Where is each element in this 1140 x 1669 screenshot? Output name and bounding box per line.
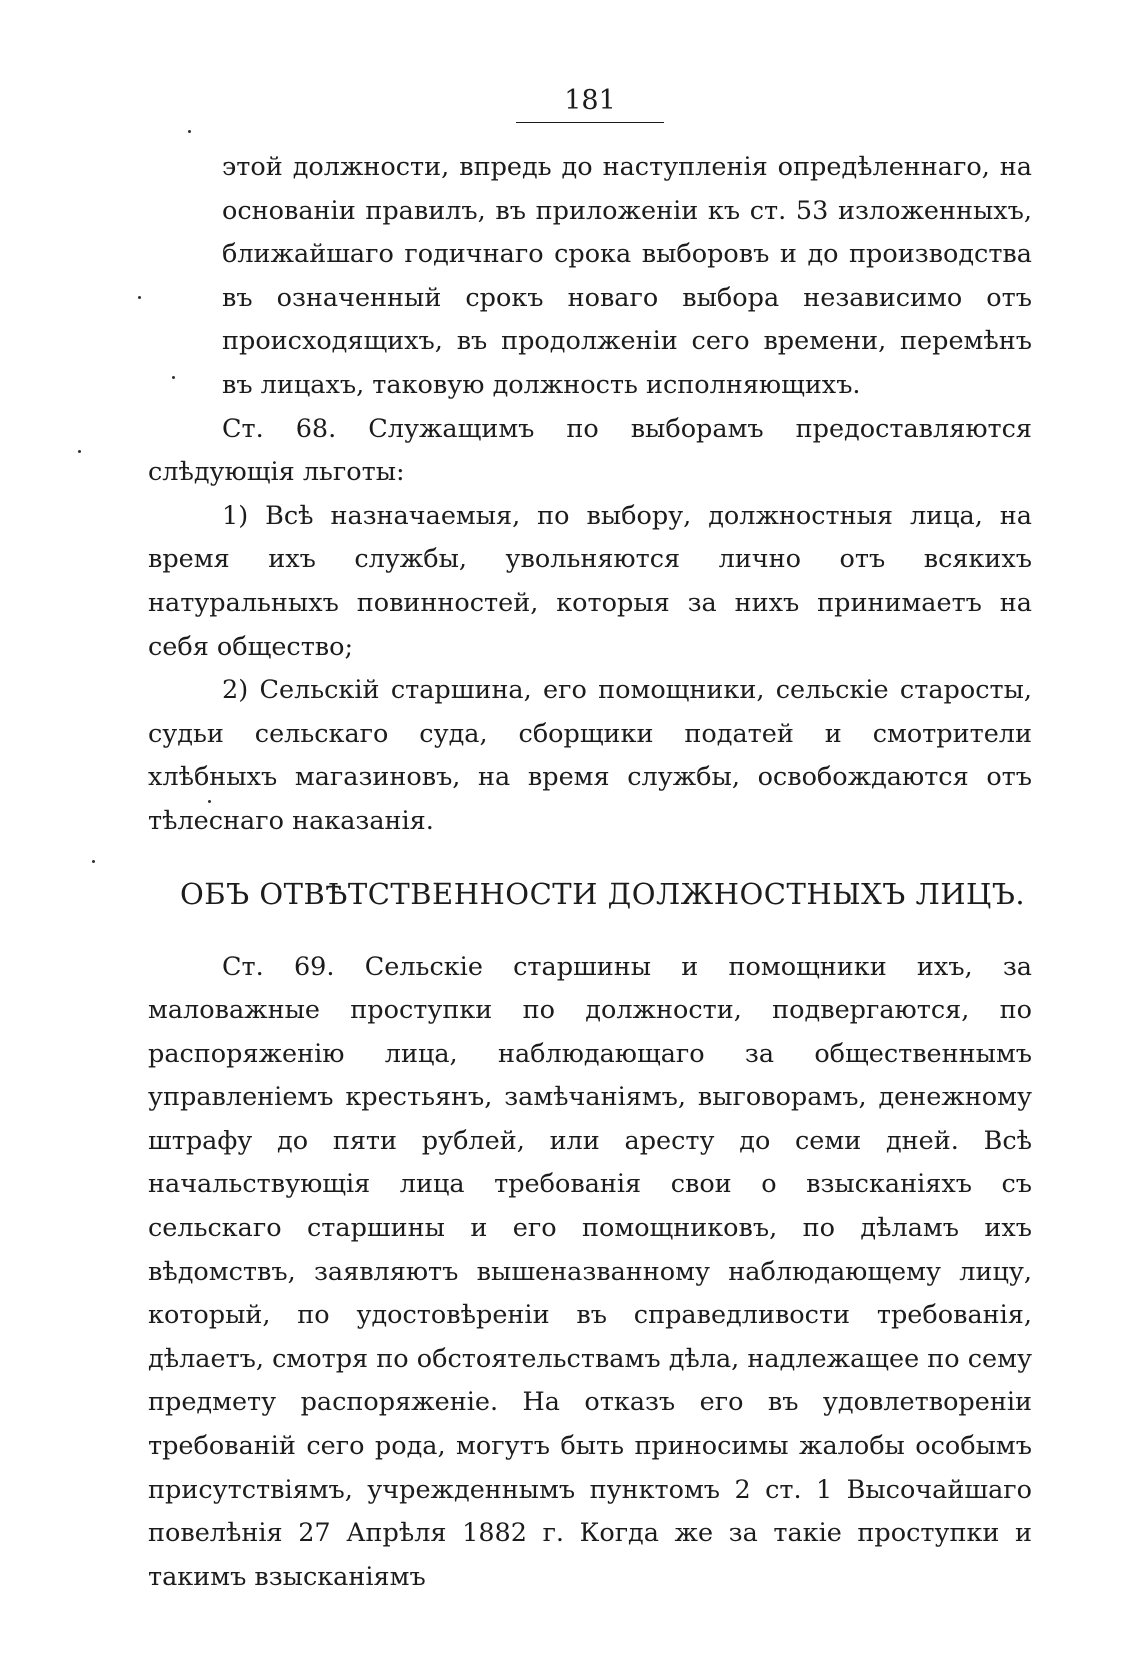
- paragraph-continuation: этой должности, впредь до наступленія опредѣленнаго, на основаніи правилъ, въ приложеніи къ ст. 53 изложенныхъ, ближайшаго годичнаго срока выборовъ и до производства въ означенный срокъ новаго выбора независимо отъ происходящихъ, въ продолженіи сего времени, перемѣнъ въ лицахъ, таковую должность исполняющихъ.: [222, 152, 1032, 400]
- scan-speck: [78, 450, 81, 453]
- page-body: [148, 146, 1032, 1599]
- scan-speck: [188, 130, 191, 133]
- scan-speck: [172, 376, 175, 379]
- page-number: 181: [516, 84, 664, 123]
- scan-speck: [208, 800, 211, 803]
- scan-speck: [92, 860, 95, 863]
- scan-speck: [138, 296, 141, 299]
- paragraph-item-1: 1) Всѣ назначаемыя, по выбору, должностныя лица, на время ихъ службы, увольняются лично отъ всякихъ натуральныхъ повинностей, которыя за нихъ принимаетъ на себя общество;: [148, 500, 1032, 662]
- paragraph-article-69: Ст. 69. Сельскіе старшины и помощники ихъ, за маловажные проступки по должности, подвергаются, по распоряженію лица, наблюдающаго за общественнымъ управленіемъ крестьянъ, замѣчаніямъ, выговорамъ, денежному штрафу до пяти рублей, или аресту до семи дней. Всѣ начальствующія лица требованія свои о взысканіяхъ съ сельскаго старшины и его помощниковъ, по дѣламъ ихъ вѣдомствъ, заявляютъ вышеназванному наблюдающему лицу, который, по удостовѣреніи въ справедливости требованія, дѣлаетъ, смотря по обстоятельствамъ дѣла, надлежащее по сему предмету распоряженіе. На отказъ его въ удовлетвореніи требованій сего рода, могутъ быть приносимы жалобы особымъ присутствіямъ, учрежденнымъ пунктомъ 2 ст. 1 Высочайшаго повелѣнія 27 Апрѣля 1882 г. Когда же за такіе проступки и такимъ взысканіямъ: [148, 951, 1032, 1592]
- section-heading: ОБЪ ОТВѢТСТВЕННОСТИ ДОЛЖНОСТНЫХЪ ЛИЦЪ.: [180, 876, 1026, 911]
- paragraph-item-2: 2) Сельскій старшина, его помощники, сельскіе старосты, судьи сельскаго суда, сборщики податей и смотрители хлѣбныхъ магазиновъ, на время службы, освобождаются отъ тѣлеснаго наказанія.: [148, 675, 1032, 836]
- paragraph-article-68: Ст. 68. Служащимъ по выборамъ предоставляются слѣдующія льготы:: [148, 413, 1032, 488]
